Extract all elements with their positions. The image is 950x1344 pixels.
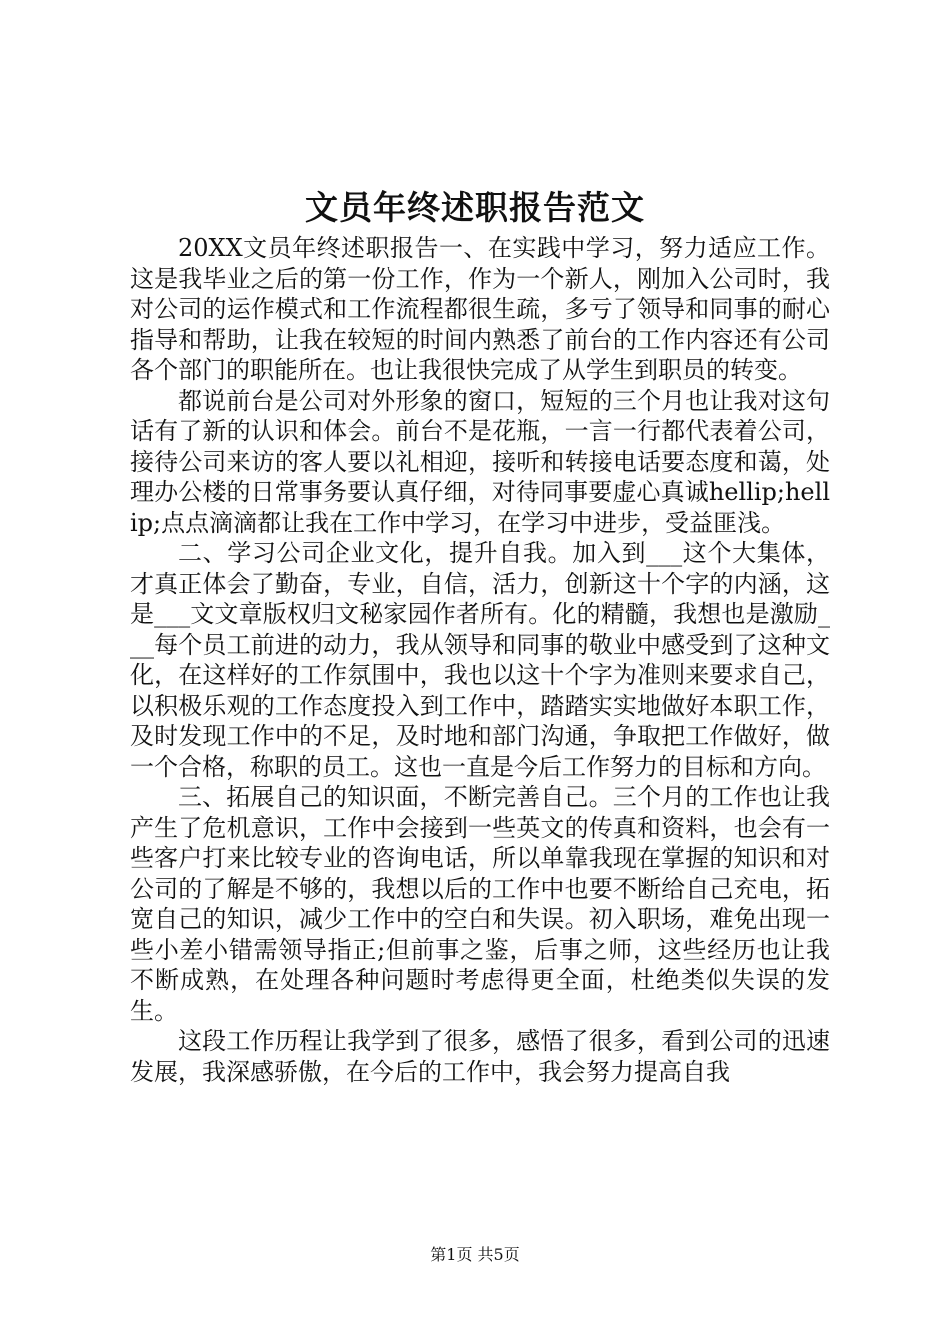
document-body [130, 233, 830, 1087]
paragraph: 20XX文员年终述职报告一、在实践中学习，努力适应工作。这是我毕业之后的第一份工作，作为一个新人，刚加入公司时，我对公司的运作模式和工作流程都很生疏，多亏了领导和同事的耐心指导和帮助，让我在较短的时间内熟悉了前台的工作内容还有公司各个部门的职能所在。也让我很快完成了从学生到职员的转变。 [130, 234, 830, 384]
paragraph: 都说前台是公司对外形象的窗口，短短的三个月也让我对这句话有了新的认识和体会。前台不是花瓶，一言一行都代表着公司，接待公司来访的客人要以礼相迎，接听和转接电话要态度和蔼，处理办公楼的日常事务要认真仔细，对待同事要虚心真诚hellip;hellip;点点滴滴都让我在工作中学习，在学习中进步，受益匪浅。 [130, 386, 830, 537]
document-title: 文员年终述职报告范文 [305, 188, 645, 227]
paragraph: 这段工作历程让我学到了很多，感悟了很多，看到公司的迅速发展，我深感骄傲，在今后的工作中，我会努力提高自我 [130, 1027, 830, 1086]
paragraph: 三、拓展自己的知识面，不断完善自己。三个月的工作也让我产生了危机意识，工作中会接到一些英文的传真和资料，也会有一些客户打来比较专业的咨询电话，所以单靠我现在掌握的知识和对公司的了解是不够的，我想以后的工作中也要不断给自己充电，拓宽自己的知识，减少工作中的空白和失误。初入职场，难免出现一些小差小错需领导指正;但前事之鉴，后事之师，这些经历也让我不断成熟，在处理各种问题时考虑得更全面，杜绝类似失误的发生。 [130, 783, 830, 1025]
paragraph: 二、学习公司企业文化，提升自我。加入到___这个大集体，才真正体会了勤奋，专业，自信，活力，创新这十个字的内涵，这是___文文章版权归文秘家园作者所有。化的精髓，我想也是激励___每个员工前进的动力，我从领导和同事的敬业中感受到了这种文化，在这样好的工作氛围中，我也以这十个字为准则来要求自己，以积极乐观的工作态度投入到工作中，踏踏实实地做好本职工作，及时发现工作中的不足，及时地和部门沟通，争取把工作做好，做一个合格，称职的员工。这也一直是今后工作努力的目标和方向。 [130, 539, 830, 781]
page-number-footer: 第1页 共5页 [430, 1245, 520, 1264]
